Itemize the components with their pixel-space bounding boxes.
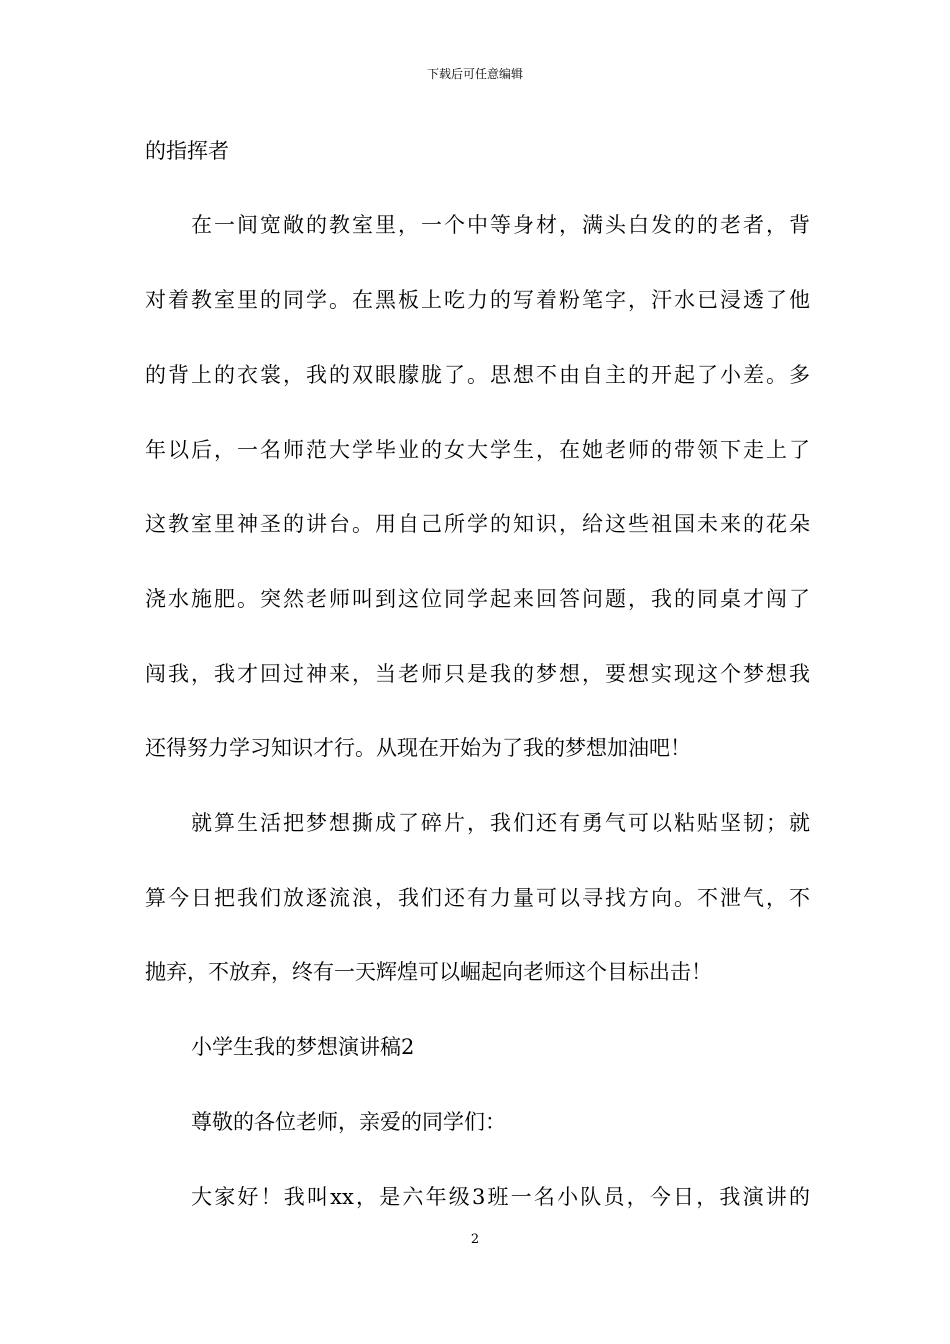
text-line: 对着教室里的同学。在黑板上吃力的写着粉笔字，汗水已浸透了他: [145, 288, 810, 312]
page-number: 2: [470, 1232, 480, 1247]
text-line: 的指挥者: [145, 139, 229, 163]
text-line: 大家好！我叫xx，是六年级3班一名小队员，今日，我演讲的: [191, 1185, 810, 1209]
text-line: 抛弃，不放弃，终有一天辉煌可以崛起向老师这个目标出击！: [145, 960, 712, 984]
section-heading: 小学生我的梦想演讲稿2: [191, 1035, 415, 1059]
page-header: 下载后可任意编辑: [426, 67, 523, 81]
text-line: 算今日把我们放逐流浪，我们还有力量可以寻找方向。不泄气，不: [145, 886, 810, 910]
text-line: 的背上的衣裳，我的双眼朦胧了。思想不由自主的开起了小差。多: [145, 363, 810, 387]
text-line: 就算生活把梦想撕成了碎片，我们还有勇气可以粘贴坚韧；就: [191, 811, 810, 835]
text-line: 浇水施肥。突然老师叫到这位同学起来回答问题，我的同桌才闯了: [145, 587, 810, 611]
salutation: 尊敬的各位老师，亲爱的同学们：: [191, 1110, 506, 1134]
text-line: 在一间宽敞的教室里，一个中等身材，满头白发的的老者，背: [191, 213, 810, 237]
text-line: 闯我，我才回过神来，当老师只是我的梦想，要想实现这个梦想我: [145, 662, 810, 686]
text-line: 这教室里神圣的讲台。用自己所学的知识，给这些祖国未来的花朵: [145, 512, 810, 536]
text-line: 年以后，一名师范大学毕业的女大学生，在她老师的带领下走上了: [145, 438, 810, 462]
text-line: 还得努力学习知识才行。从现在开始为了我的梦想加油吧！: [145, 736, 691, 760]
